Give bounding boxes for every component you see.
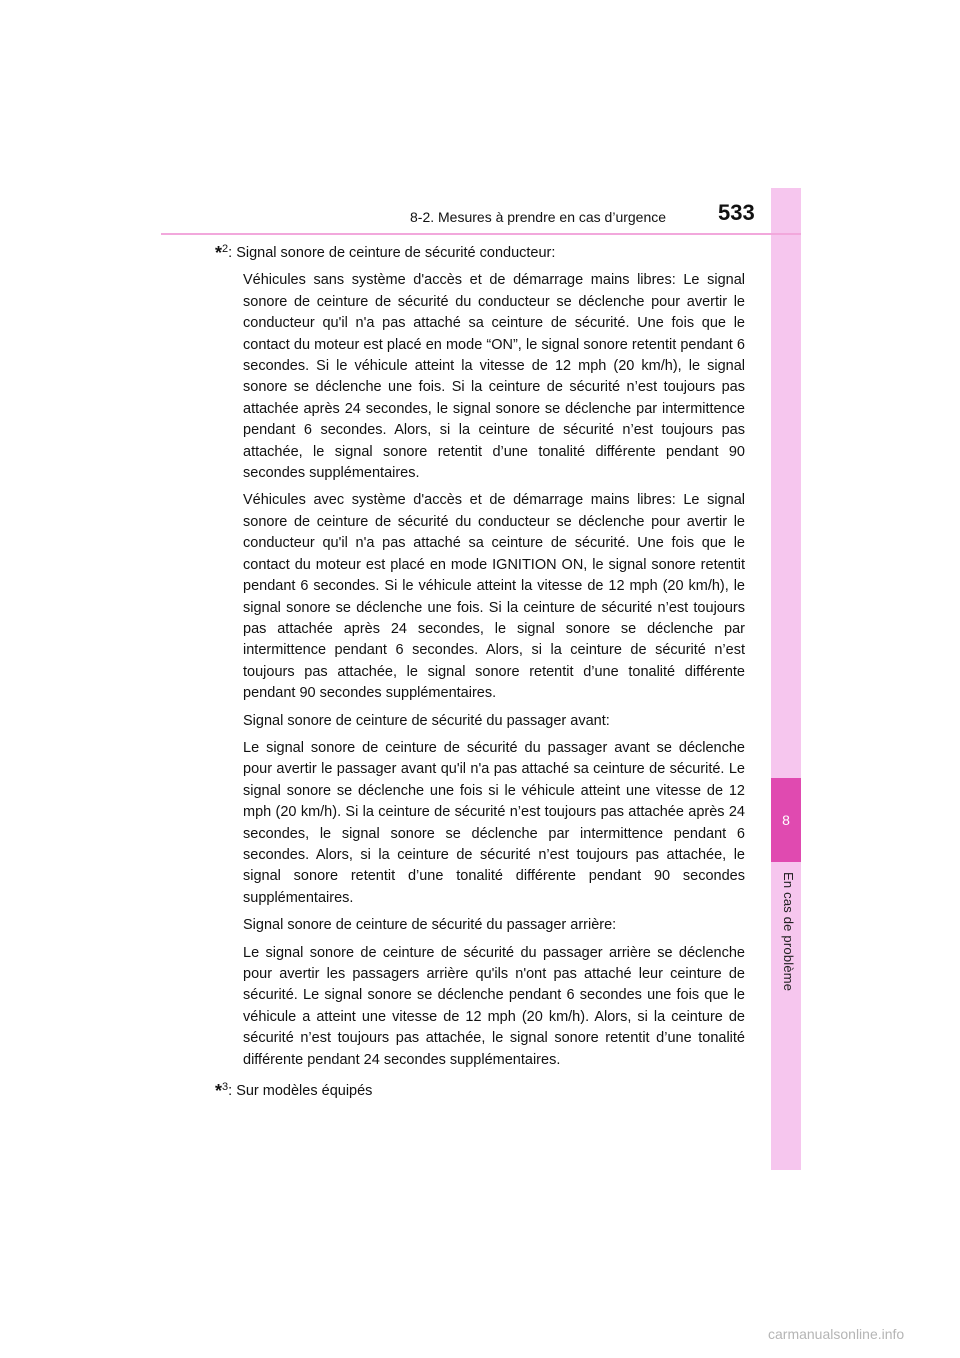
footnote-asterisk: * — [215, 1081, 223, 1102]
paragraph-rear-passenger: Le signal sonore de ceinture de sécurité du passager arrière se déclenche pour avertir les passagers arrière qu'ils n'ont pas attaché leur ceinture de sécurité. Le signal sonore se déclenche pendant 6 secondes une fois que le véhicule a atteint une vitesse de 12 mph (20 km/h). Alors, si la ceinture de sécurité n’est toujours pas attachée, le signal sonore retentit d’une tonalité différente pendant 24 secondes supplémentaires. — [243, 944, 745, 1068]
footnote-number: 2 — [222, 243, 229, 255]
chapter-number-badge: 8 — [771, 778, 801, 862]
paragraph-rear-passenger-heading: Signal sonore de ceinture de sécurité du passager arrière: — [243, 917, 617, 934]
paragraph-front-passenger: Le signal sonore de ceinture de sécurité du passager avant se déclenche pour avertir le passager avant qu'il n'a pas attaché sa ceinture de sécurité. Le signal sonore se déclenche une fois si le véhicule atteint une vitesse de 12 mph (20 km/h). Si la ceinture de sécurité n’est toujours pas attachée après 24 secondes, le signal sonore se déclenche par intermittence pendant 6 secondes. Alors, si la ceinture de sécurité n’est toujours pas attachée, le signal sonore retentit d’une tonalité différente pendant 90 secondes supplémentaires. — [243, 739, 745, 906]
footnote-asterisk: * — [215, 243, 223, 263]
page-number: 533 — [718, 200, 755, 225]
site-watermark: carmanualsonline.info — [768, 1326, 905, 1342]
chapter-side-tab — [771, 188, 801, 1170]
chapter-title-label: En cas de problème — [781, 872, 796, 992]
header-divider — [161, 233, 801, 235]
footnote-3-heading — [215, 1077, 745, 1102]
section-header: 8-2. Mesures à prendre en cas d’urgence — [410, 209, 667, 225]
footnote-number: 3 — [222, 1081, 229, 1094]
footnote-text: : Sur modèles équipés — [228, 1083, 373, 1100]
footnote-text: : Signal sonore de ceinture de sécurité conducteur: — [228, 245, 556, 261]
page-content — [215, 239, 745, 1108]
paragraph-driver-with-smart-key: Véhicules avec système d'accès et de démarrage mains libres: Le signal sonore de ceinture de sécurité du conducteur se déclenche pour avertir le conducteur qu'il n'a pas attaché sa ceinture de sécurité. Une fois que le contact du moteur est placé en mode IGNITION ON, le signal sonore retentit pendant 6 secondes. Si le véhicule atteint la vitesse de 12 mph (20 km/h), le signal sonore se déclenche une fois. Si la ceinture de sécurité n’est toujours pas attachée après 24 secondes, le signal sonore se déclenche par intermittence pendant 6 secondes. Alors, si la ceinture de sécurité n’est toujours pas attachée, le signal sonore retentit d’une tonalité différente pendant 90 secondes supplémentaires. — [243, 492, 745, 702]
paragraph-driver-without-smart-key: Véhicules sans système d'accès et de démarrage mains libres: Le signal sonore de ceinture de sécurité du conducteur se déclenche pour avertir le conducteur qu'il n'a pas attaché sa ceinture de sécurité. Une fois que le contact du moteur est placé en mode “ON”, le signal sonore retentit pendant 6 secondes. Si le véhicule atteint la vitesse de 12 mph (20 km/h), le signal sonore se déclenche une fois. Si la ceinture de sécurité n’est toujours pas attachée après 24 secondes, le signal sonore se déclenche par intermittence pendant 6 secondes. Alors, si la ceinture de sécurité n’est toujours pas attachée, le signal sonore retentit d’une tonalité différente pendant 90 secondes supplémentaires. — [243, 272, 745, 482]
footnote-2-heading — [215, 239, 745, 264]
paragraph-front-passenger-heading: Signal sonore de ceinture de sécurité du passager avant: — [243, 712, 610, 729]
